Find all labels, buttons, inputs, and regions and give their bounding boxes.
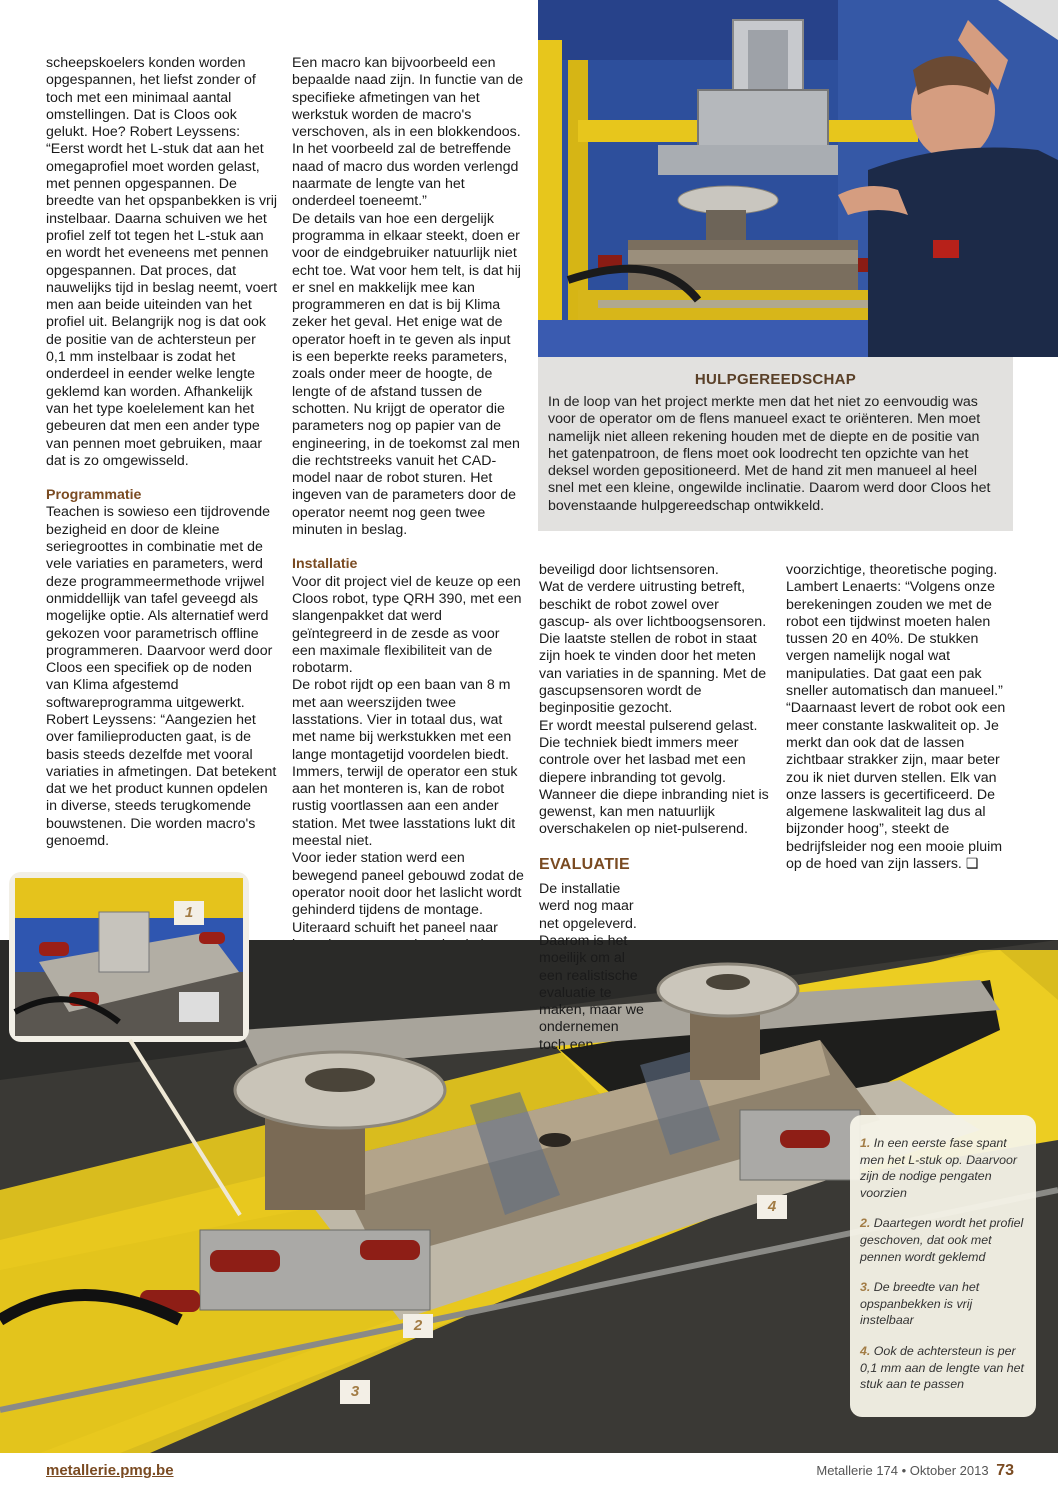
col4-paragraph-1: voorzichtige, theoretische poging. Lambert Lenaerts: “Volgens onze berekeningen zouden we met de robot een tijdwinst moeten halen tussen 20 en 40%. De stukken vergen namelijk nogal wat manipulaties. Dat gaat een pak sneller automatisch dan manueel.” bbox=[786, 562, 1003, 700]
caption-4: 4. Ook de achtersteun is per 0,1 mm aan de lengte van het stuk aan te passen bbox=[860, 1343, 1024, 1392]
col3-paragraph-4: De installatie werd nog maar net opgeleverd. Daarom is het moeilijk om al een realistische evaluatie te maken, maar we ondernemen toch een bbox=[539, 881, 644, 1053]
col2-paragraph-1: Een macro kan bijvoorbeeld een bepaalde naad zijn. In functie van de specifieke afmetingen van het werkstuk worden de macro's verschoven, als in een blokkendoos. In het voorbeeld zal de betreffende naad of macro dus worden verlengd naarmate de lengte van het onderdeel toeneemt.” bbox=[292, 55, 524, 210]
sidebar-title: HULPGEREEDSCHAP bbox=[694, 371, 857, 388]
footer-issue bbox=[816, 1462, 1014, 1480]
footer-issue-text: Metallerie 174 • Oktober 2013 bbox=[816, 1463, 989, 1478]
caption-2: 2. Daartegen wordt het profiel geschoven, dat ook met pennen wordt geklemd bbox=[860, 1216, 1024, 1264]
caption-3: 3. De breedte van het opspanbekken is vrij instelbaar bbox=[860, 1280, 980, 1328]
col4-paragraph-2: “Daarnaast levert de robot ook een meer constante laskwaliteit op. Je merkt dan ook dat de lassen zichtbaar strakker zijn, maar beter zou ik niet durven stellen. Elk van onze lassers is gecertificeerd. De algemene laskwaliteit lag dus al bijzonder hoog”, steekt de bedrijfsleider nog een mooie pluim op de hoed van zijn lassers. ❑ bbox=[786, 700, 1006, 873]
caption-1: 1. In een eerste fase spant men het L-stuk op. Daarvoor zijn de nodige pengaten voorzien bbox=[860, 1136, 1018, 1200]
photo-captions bbox=[850, 1115, 1036, 1417]
col3-paragraph-1: beveiligd door lichtsensoren. bbox=[539, 562, 719, 578]
badge-3: 3 bbox=[340, 1380, 370, 1404]
sidebar-text: In de loop van het project merkte men dat het niet zo eenvoudig was voor de operator om de flens manueel exact te oriënteren. Men moet namelijk niet alleen rekening houden met de diepte en de positie van het gatenpatroon, de flens moet ook loodrecht ten opzichte van het deksel worden gepositioneerd. Met de hand zit men manueel al heel snel met een kleine, ongewilde inclinatie. Daarom werd door Cloos het bovenstaande hulpgereedschap ontwikkeld. bbox=[548, 394, 991, 514]
badge-2: 2 bbox=[403, 1314, 433, 1338]
heading-programmatie: Programmatie bbox=[46, 487, 142, 504]
page-number: 73 bbox=[996, 1462, 1014, 1479]
col1-paragraph-2: Teachen is sowieso een tijdrovende bezigheid en door de kleine seriegroottes in combinatie met de vele variaties en parameters, werd deze programmeermethode vrijwel onmiddellijk van tafel geveegd als mogelijke optie. Als alternatief werd gekozen voor parametrisch offline programmeren. Daarvoor werd door Cloos een specifiek op de noden van Klima afgestemd softwareprogramma uitgewerkt. Robert Leyssens: “Aangezien het over familieproducten gaat, is de basis steeds dezelfde met vooral variaties in afmetingen. Dat betekent dat we het product kunnen opdelen in diverse, steeds terugkomende bouwstenen. Die worden macro's genoemd. bbox=[46, 504, 277, 850]
col2-paragraph-5: Voor ieder station werd een bewegend paneel gebouwd zodat de operator nooit door het laslicht wordt gehinderd tijdens de montage. Uiteraard schuift het paneel naar bbox=[292, 850, 524, 936]
heading-installatie: Installatie bbox=[292, 556, 358, 573]
col2-paragraph-4: De robot rijdt op een baan van 8 m met aan weerszijden twee lasstations. Vier in totaal dus, wat met name bij werkstukken met een lange montagetijd voordelen biedt. Immers, terwijl de operator een stuk aan het monteren is, kan de robot rustig voortlassen aan een ander station. Met twee lasstations lukt dit meestal niet. bbox=[292, 677, 518, 850]
col3-paragraph-3: Er wordt meestal pulserend gelast. Die techniek biedt immers meer controle over het lasbad met een diepere inbranding tot gevolg. Wanneer die diepe inbranding niet is gewenst, kan men natuurlijk overschakelen op niet-pulserend. bbox=[539, 717, 769, 838]
col1-paragraph-1: scheepskoelers konden worden opgespannen, het liefst zonder of toch met een minimaal aantal omstellingen. Dat is Cloos ook gelukt. Hoe? Robert Leyssens: “Eerst wordt het L-stuk dat aan het omegaprofiel moet worden gelast, met pennen opgespannen. De breedte van het opspanbekken is vrij instelbaar. Daarna schuiven we het profiel zelf tot tegen het L-stuk aan en wordt het eveneens met pennen opgespannen. Dat proces, dat nauwelijks tijd in beslag neemt, voert men aan beide uiteinden van het profiel uit. Belangrijk nog is dat ook de positie van de achtersteun per 0,1 mm instelbaar is zodat het onderdeel in eender welke lengte geklemd kan worden. Afhankelijk van het type koelelement kan het gebeuren dat men een ander type van pennen moet gebruiken, maar dat is zo omgewisseld. bbox=[46, 55, 278, 469]
col3-paragraph-2: Wat de verdere uitrusting betreft, beschikt de robot zowel over gascup- als over lichtboogsensoren. Die laatste stellen de robot in staat zijn hoek te vinden door het meten van variaties in de spanning. Met de gascupsensoren wordt de beginpositie gezocht. bbox=[539, 579, 767, 717]
badge-4: 4 bbox=[757, 1195, 787, 1219]
heading-evaluatie: EVALUATIE bbox=[539, 855, 630, 873]
col2-paragraph-3: Voor dit project viel de keuze op een Cloos robot, type QRH 390, met een slangenpakket dat werd geïntegreerd in de zesde as voor een maximale flexibiliteit van de robotarm. bbox=[292, 573, 522, 677]
badge-1: 1 bbox=[174, 901, 204, 925]
footer-website[interactable]: metallerie.pmg.be bbox=[46, 1462, 174, 1479]
col2-paragraph-2: De details van hoe een dergelijk programma in elkaar steekt, doen er voor de eindgebruiker natuurlijk niet echt toe. Wat voor hem telt, is dat hij er snel en makkelijk mee kan programmeren en dat is bij Klima zeker het geval. Het enige wat de operator hoeft in te geven als input is een beperkte reeks parameters, zoals onder meer de hoogte, de lengte of de afstand tussen de schotten. Nu krijgt de operator die parameters nog op papier van de engineering, in de toekomst zal men die rechtstreeks vanuit het CAD-model naar de robot sturen. Het ingeven van de parameters door de operator neemt nog geen twee minuten in beslag. bbox=[292, 210, 521, 539]
